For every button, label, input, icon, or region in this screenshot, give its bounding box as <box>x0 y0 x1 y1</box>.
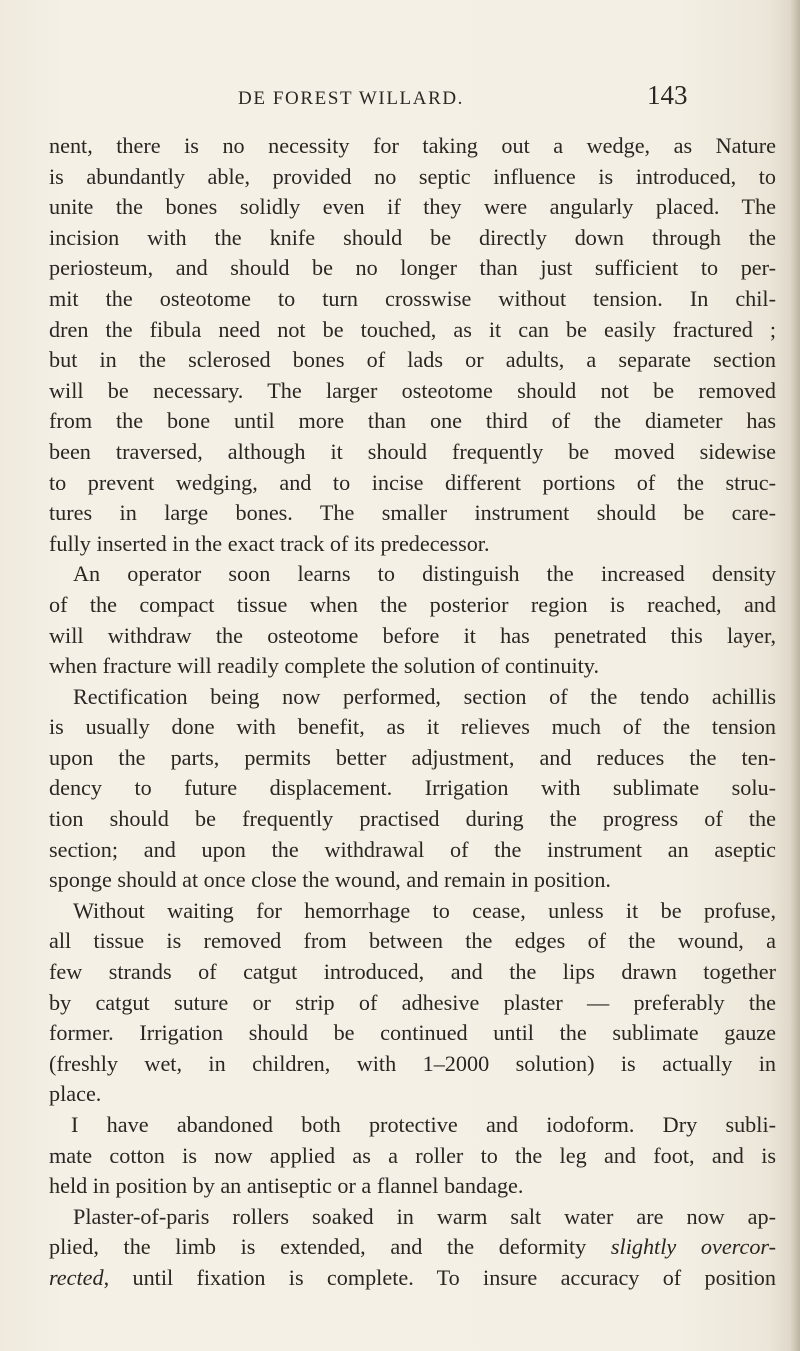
text-line: sponge should at once close the wound, and remain in position. <box>49 867 611 893</box>
text-segment: , until fixation is complete. To insure accuracy of position <box>103 1264 776 1290</box>
text-line: incision with the knife should be directly down through the <box>49 224 776 250</box>
text-line: held in position by an antiseptic or a flannel bandage. <box>49 1173 524 1199</box>
text-line: will be necessary. The larger osteotome should not be removed <box>49 377 776 403</box>
text-line: is usually done with benefit, as it relieves much of the tension <box>49 714 776 740</box>
text-line: An operator soon learns to distinguish the increased density <box>73 561 776 587</box>
text-line: tion should be frequently practised during the progress of the <box>49 806 776 832</box>
text-line: I have abandoned both protective and iodoform. Dry subli- <box>71 1112 776 1137</box>
text-line: tures in large bones. The smaller instrument should be care- <box>49 500 776 526</box>
text-line: section; and upon the withdrawal of the instrument an aseptic <box>49 836 776 862</box>
text-line: by catgut suture or strip of adhesive plaster — preferably the <box>49 989 776 1015</box>
text-line: Plaster-of-paris rollers soaked in warm salt water are now ap- <box>73 1203 776 1229</box>
text-line: all tissue is removed from between the edges of the wound, a <box>49 928 776 954</box>
text-line: fully inserted in the exact track of its predecessor. <box>49 530 490 556</box>
text-line: when fracture will readily complete the solution of continuity. <box>49 653 600 679</box>
text-line: (freshly wet, in children, with 1–2000 solution) is actually in <box>49 1050 776 1076</box>
text-line: periosteum, and should be no longer than just sufficient to per- <box>49 255 776 281</box>
text-line: mit the osteotome to turn crosswise without tension. In chil- <box>49 285 776 311</box>
text-line: dency to future displacement. Irrigation with sublimate solu- <box>49 775 776 801</box>
text-line: former. Irrigation should be continued until the sublimate gauze <box>49 1020 776 1046</box>
text-line: unite the bones solidly even if they were angularly placed. The <box>49 194 776 220</box>
text-line: place. <box>49 1081 102 1107</box>
text-line: Without waiting for hemorrhage to cease, unless it be profuse, <box>73 897 776 923</box>
page-edge-shadow <box>790 0 800 1351</box>
text-line: is abundantly able, provided no septic influence is introduced, to <box>49 163 776 189</box>
text-line: nent, there is no necessity for taking out a wedge, as Nature <box>49 133 776 158</box>
text-line: will withdraw the osteotome before it has penetrated this layer, <box>49 622 776 648</box>
text-line: to prevent wedging, and to incise different portions of the struc- <box>49 469 776 495</box>
page-number: 143 <box>647 80 688 110</box>
text-line: few strands of catgut introduced, and the lips drawn together <box>49 959 776 985</box>
text-line: dren the fibula need not be touched, as it can be easily fractured ; <box>49 316 776 342</box>
text-line: Rectification being now performed, section of the tendo achillis <box>73 683 776 709</box>
italic-text: slightly overcor- <box>610 1234 776 1260</box>
text-line: of the compact tissue when the posterior region is reached, and <box>49 591 776 617</box>
text-line: mate cotton is now applied as a roller to the leg and foot, and is <box>49 1142 776 1168</box>
text-line <box>49 1263 776 1294</box>
body-text <box>49 131 776 1294</box>
text-line: from the bone until more than one third of the diameter has <box>49 408 776 434</box>
italic-text: rected <box>49 1264 104 1290</box>
text-segment: plied, the limb is extended, and the deformity <box>49 1234 611 1260</box>
text-line: upon the parts, permits better adjustment, and reduces the ten- <box>49 744 776 770</box>
text-line <box>49 1232 776 1263</box>
running-title: DE FOREST WILLARD. <box>238 88 465 109</box>
text-line: but in the sclerosed bones of lads or adults, a separate section <box>49 347 776 373</box>
running-head <box>0 80 800 118</box>
text-line: been traversed, although it should frequently be moved sidewise <box>49 438 776 464</box>
